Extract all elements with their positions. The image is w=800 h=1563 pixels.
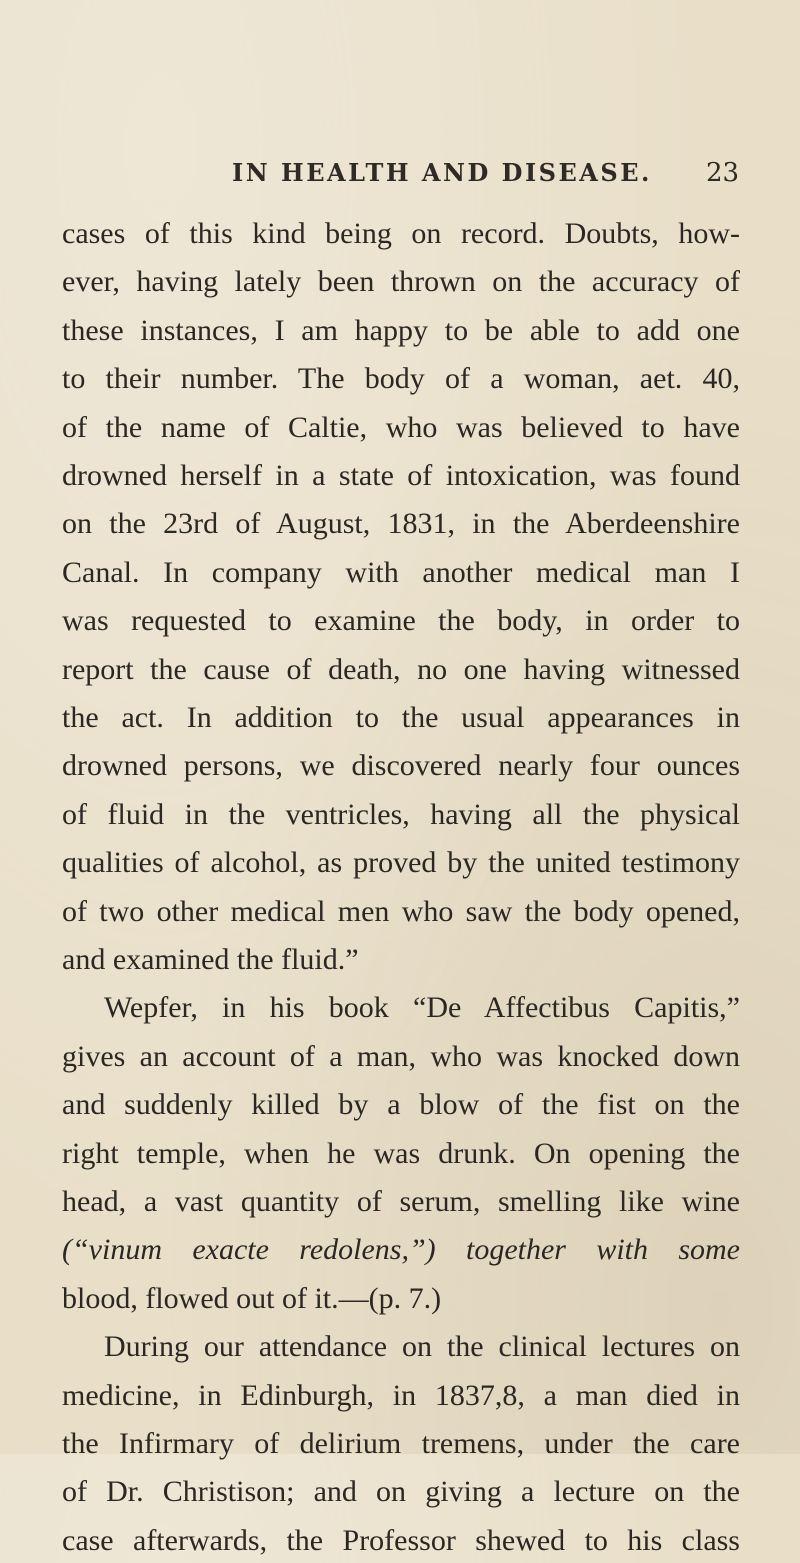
text-line: of two other medical men who saw the body opened, bbox=[62, 894, 740, 928]
text-line: of Dr. Christison; and on giving a lecture on the bbox=[62, 1475, 740, 1509]
text-line: drowned herself in a state of intoxication, was found bbox=[62, 459, 740, 492]
running-head-title: IN HEALTH AND DISEASE. bbox=[232, 158, 652, 187]
text-line: drowned persons, we discovered nearly four ounces bbox=[62, 749, 740, 783]
text-line: During our attendance on the clinical lectures on bbox=[104, 1330, 740, 1364]
text-line: Wepfer, in his book “De Affectibus Capitis,” bbox=[104, 991, 740, 1025]
text-line: of the name of Caltie, who was believed to have bbox=[62, 410, 740, 444]
text-line: the Infirmary of delirium tremens, under the care bbox=[62, 1427, 740, 1460]
text-line: and suddenly killed by a blow of the fist on the bbox=[62, 1088, 740, 1122]
text-line: qualities of alcohol, as proved by the united testimony bbox=[62, 846, 740, 880]
text-line: medicine, in Edinburgh, in 1837,8, a man died in bbox=[62, 1378, 740, 1412]
text-line: (“vinum exacte redolens,”) together with some bbox=[62, 1233, 740, 1267]
running-head bbox=[0, 158, 800, 198]
text-line: and examined the fluid.” bbox=[62, 943, 359, 976]
text-line: the act. In addition to the usual appearances in bbox=[62, 701, 740, 734]
text-line: cases of this kind being on record. Doubts, how- bbox=[62, 217, 740, 250]
text-line: right temple, when he was drunk. On opening the bbox=[62, 1136, 740, 1170]
text-line: case afterwards, the Professor shewed to his class bbox=[62, 1523, 740, 1557]
text-line: Canal. In company with another medical man I bbox=[62, 555, 740, 589]
text-line: head, a vast quantity of serum, smelling like wine bbox=[62, 1185, 740, 1218]
text-line: blood, flowed out of it.—(p. 7.) bbox=[62, 1281, 442, 1315]
text-line: gives an account of a man, who was knocked down bbox=[62, 1039, 740, 1073]
text-line: report the cause of death, no one having witnessed bbox=[62, 652, 740, 686]
text-line: ever, having lately been thrown on the accuracy of bbox=[62, 265, 740, 299]
text-line: these instances, I am happy to be able to add one bbox=[62, 313, 740, 347]
text-line: to their number. The body of a woman, aet. 40, bbox=[62, 362, 740, 396]
page-number: 23 bbox=[706, 158, 740, 188]
text-line: was requested to examine the body, in order to bbox=[62, 604, 740, 638]
text-line: on the 23rd of August, 1831, in the Aberdeenshire bbox=[62, 507, 740, 541]
text-line: of fluid in the ventricles, having all the physical bbox=[62, 797, 740, 831]
